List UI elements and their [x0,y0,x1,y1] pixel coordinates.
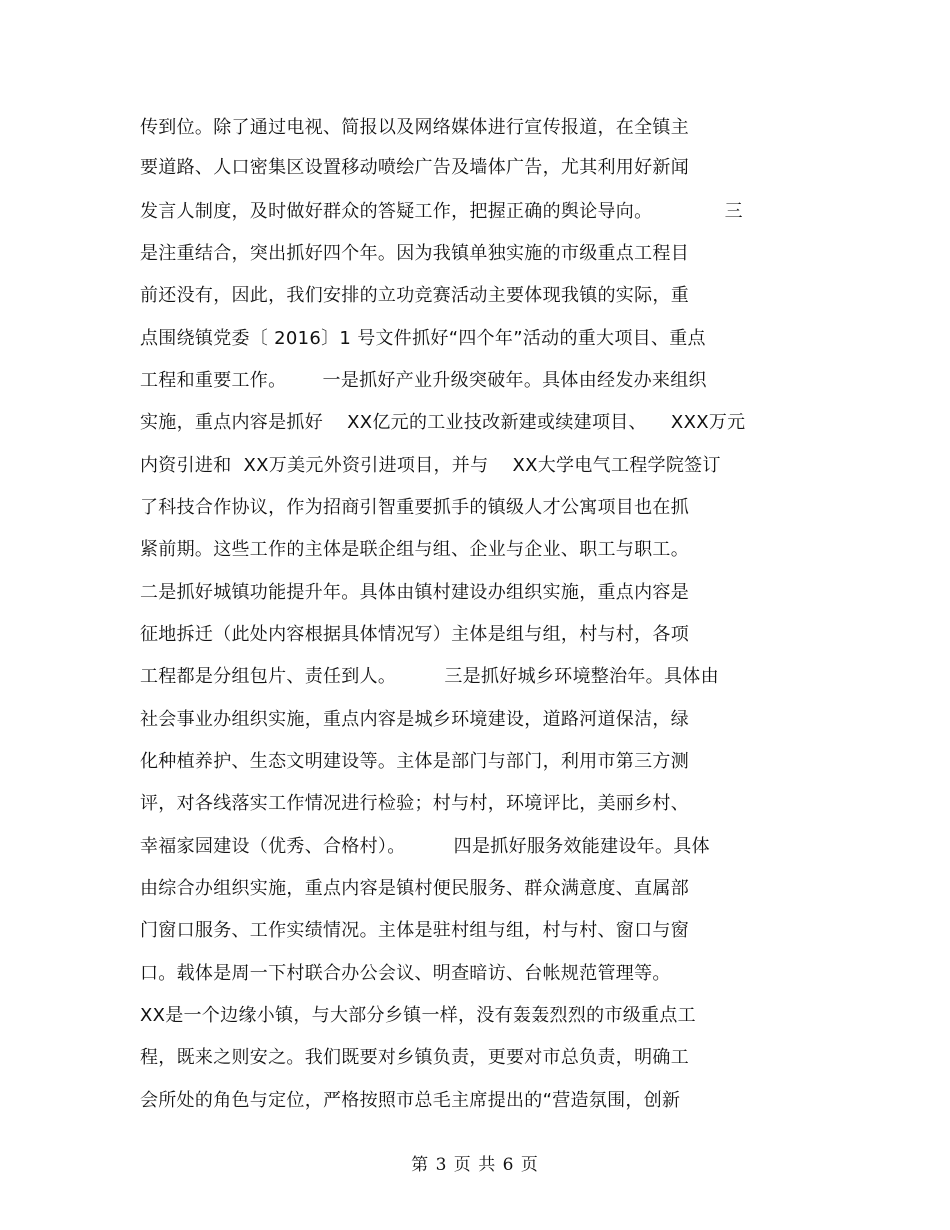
text-line: 门窗口服务、工作实绩情况。主体是驻村组与组，村与村、窗口与窗 [140,920,689,941]
text-line: 是注重结合，突出抓好四个年。因为我镇单独实施的市级重点工程目 [140,243,689,264]
text-line: 会所处的角色与定位，严格按照市总毛主席提出的“营造氛围，创新 [140,1090,681,1111]
text-line: 评，对各线落实工作情况进行检验；村与村，环境评比，美丽乡村、 [140,793,689,814]
text-line: 发言人制度，及时做好群众的答疑工作，把握正确的舆论导向。 三 [140,201,743,222]
text-line: 工程都是分组包片、责任到人。 三是抓好城乡环境整治年。具体由 [140,666,719,687]
page-number-footer: 第 3 页 共 6 页 [411,1155,539,1175]
text-line: 实施，重点内容是抓好 XX亿元的工业技改新建或续建项目、 XXX万元 [140,412,746,433]
text-line: 程，既来之则安之。我们既要对乡镇负责，更要对市总负责，明确工 [140,1047,689,1068]
text-line: 幸福家园建设（优秀、合格村）。 四是抓好服务效能建设年。具体 [140,836,710,857]
text-line: XX是一个边缘小镇，与大部分乡镇一样，没有轰轰烈烈的市级重点工 [140,1005,696,1026]
text-line: 工程和重要工作。 一是抓好产业升级突破年。具体由经发办来组织 [140,370,707,391]
text-line: 口。载体是周一下村联合办公会议、明查暗访、台帐规范管理等。 [140,963,671,984]
text-line: 点围绕镇党委〔 2016〕1 号文件抓好“四个年”活动的重大项目、重点 [140,328,706,349]
text-line: 紧前期。这些工作的主体是联企组与组、企业与企业、职工与职工。 [140,539,689,560]
text-line: 要道路、人口密集区设置移动喷绘广告及墙体广告，尤其利用好新闻 [140,157,689,178]
text-line: 化种植养护、生态文明建设等。主体是部门与部门，利用市第三方测 [140,751,689,772]
text-line: 了科技合作协议，作为招商引智重要抓手的镇级人才公寓项目也在抓 [140,497,689,518]
text-line: 传到位。除了通过电视、简报以及网络媒体进行宣传报道，在全镇主 [140,117,689,138]
text-line: 由综合办组织实施，重点内容是镇村便民服务、群众满意度、直属部 [140,878,689,899]
text-line: 内资引进和 XX万美元外资引进项目，并与 XX大学电气工程学院签订 [140,455,721,476]
text-line: 二是抓好城镇功能提升年。具体由镇村建设办组织实施，重点内容是 [140,582,689,603]
text-line: 前还没有，因此，我们安排的立功竞赛活动主要体现我镇的实际，重 [140,285,689,306]
text-line: 社会事业办组织实施，重点内容是城乡环境建设，道路河道保洁，绿 [140,709,689,730]
text-line: 征地拆迁（此处内容根据具体情况写）主体是组与组，村与村，各项 [140,624,689,645]
